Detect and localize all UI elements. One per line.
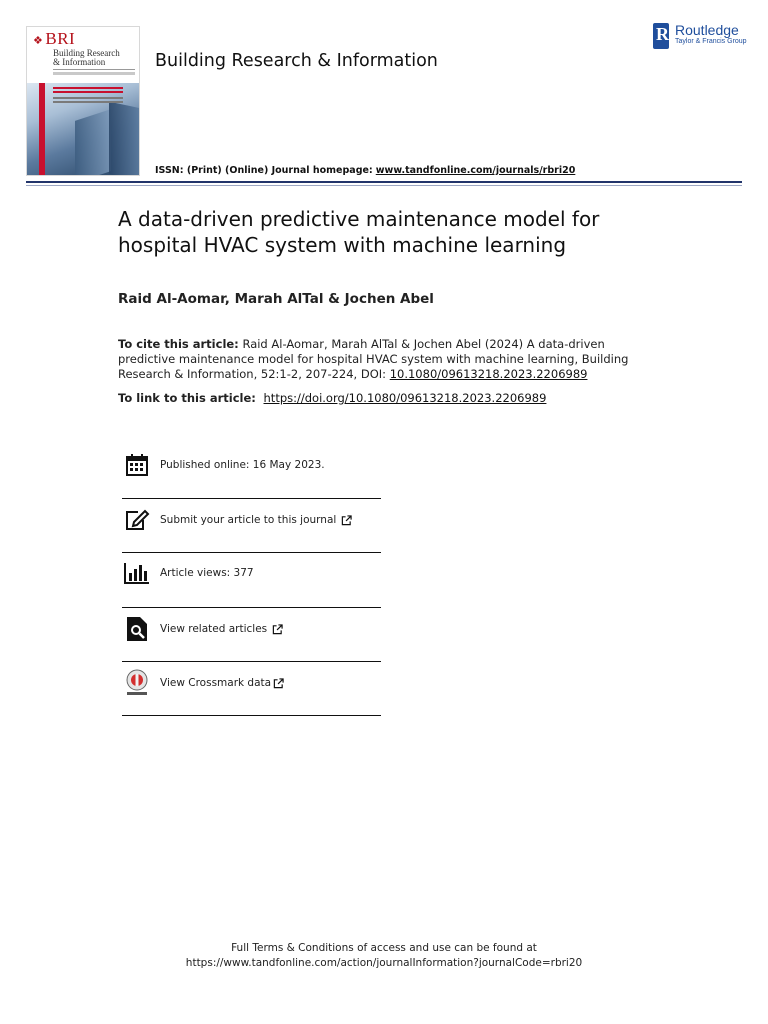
search-document-icon xyxy=(122,614,152,644)
article-views-label: Article views: 377 xyxy=(160,567,254,579)
bar-chart-icon xyxy=(122,558,152,588)
related-articles-label: View related articles xyxy=(160,623,268,635)
cover-name-line: Building Research xyxy=(53,48,120,58)
external-link-icon xyxy=(341,515,352,526)
crossmark-label: View Crossmark data xyxy=(160,677,272,689)
edit-icon xyxy=(122,505,152,535)
issn-line xyxy=(155,165,575,176)
citation-block xyxy=(118,337,658,382)
publisher-subtitle: Taylor & Francis Group xyxy=(675,38,747,45)
published-date-label: Published online: 16 May 2023. xyxy=(160,459,325,471)
cover-building-shape xyxy=(109,102,140,176)
publisher-name: Routledge xyxy=(675,22,739,38)
header-divider xyxy=(26,181,742,183)
header-divider-thin xyxy=(26,185,742,186)
divider xyxy=(122,607,381,608)
related-articles-link[interactable] xyxy=(122,609,381,649)
publisher-mark: R xyxy=(656,24,669,44)
cover-journal-name xyxy=(53,49,120,67)
cover-logo xyxy=(33,29,75,49)
external-link-icon xyxy=(272,624,283,635)
journal-homepage-link[interactable]: www.tandfonline.com/journals/rbri20 xyxy=(375,165,576,176)
cover-fine-print xyxy=(53,72,135,75)
divider xyxy=(122,498,381,499)
cover-divider xyxy=(53,69,135,70)
cover-logo-text: BRI xyxy=(45,29,76,48)
citation-doi-link[interactable]: 10.1080/09613218.2023.2206989 xyxy=(389,367,588,381)
divider xyxy=(122,715,381,716)
article-actions xyxy=(122,445,381,716)
cover-logo-mark-icon: ❖ xyxy=(33,35,44,47)
issn-label: ISSN: (Print) (Online) Journal homepage: xyxy=(155,165,373,176)
article-doi-link[interactable]: https://doi.org/10.1080/09613218.2023.2206989 xyxy=(263,391,547,405)
article-link-block xyxy=(118,391,658,406)
published-date xyxy=(122,445,381,485)
crossmark-icon xyxy=(122,668,152,698)
cover-masthead xyxy=(27,27,140,83)
citation-text: Raid Al-Aomar, Marah AlTal & Jochen Abel (2024) A data-driven predictive maintenance model for hospital HVAC system with machine learning, Building Research & Information, 52:1-2, 207-224, DOI: xyxy=(118,337,629,381)
cover-building-shape xyxy=(75,109,111,176)
citation-label: To cite this article: xyxy=(118,337,239,351)
routledge-logo-icon xyxy=(653,23,669,49)
divider xyxy=(122,661,381,662)
article-link-label: To link to this article: xyxy=(118,391,256,405)
article-title: A data-driven predictive maintenance model for hospital HVAC system with machine learning xyxy=(118,207,600,257)
crossmark-link[interactable] xyxy=(122,663,381,703)
journal-title: Building Research & Information xyxy=(155,51,438,71)
calendar-icon xyxy=(122,450,152,480)
terms-footer xyxy=(0,941,768,971)
terms-url[interactable]: https://www.tandfonline.com/action/journalInformation?journalCode=rbri20 xyxy=(185,957,583,969)
external-link-icon xyxy=(273,678,284,689)
cover-name-line: & Information xyxy=(53,57,106,67)
submit-article-label: Submit your article to this journal xyxy=(160,514,337,526)
article-views xyxy=(122,554,381,592)
cover-title-lines xyxy=(53,87,123,89)
terms-text: Full Terms & Conditions of access and use can be found at xyxy=(231,942,537,954)
submit-article-link[interactable] xyxy=(122,500,381,540)
divider xyxy=(122,552,381,553)
article-authors: Raid Al-Aomar, Marah AlTal & Jochen Abel xyxy=(118,291,434,307)
cover-red-band xyxy=(39,83,45,176)
journal-cover xyxy=(26,26,140,176)
